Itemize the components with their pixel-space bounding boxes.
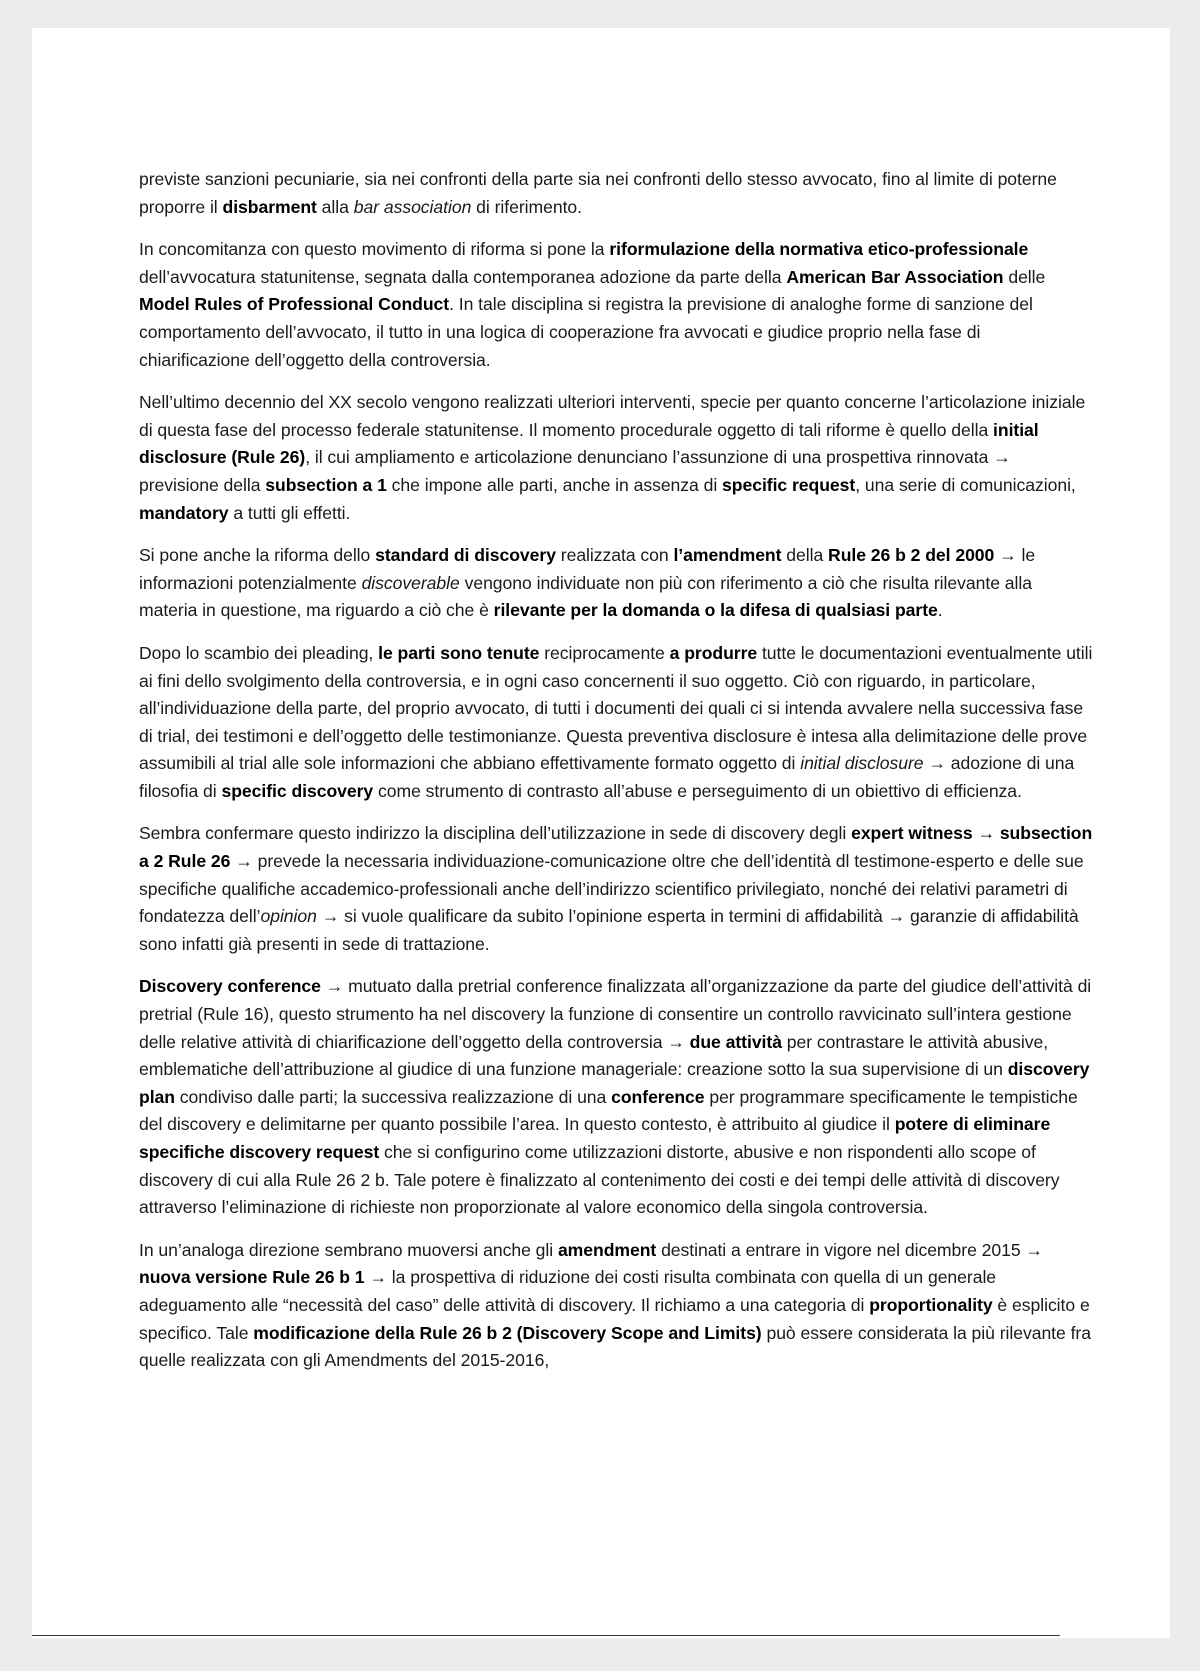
italic-run: opinion xyxy=(260,906,317,927)
text-run: → adozione di una filosofia di xyxy=(139,753,1075,801)
paragraph xyxy=(139,166,1094,221)
paragraph xyxy=(139,1237,1094,1375)
bold-run: proportionality xyxy=(869,1294,993,1315)
text-run: Sembra confermare questo indirizzo la disciplina dell’utilizzazione in sede di discovery degli xyxy=(139,823,852,844)
paragraph xyxy=(139,640,1094,806)
bold-run: modificazione della Rule 26 b 2 (Discovery Scope and Limits) xyxy=(253,1322,762,1343)
text-run: , una serie di comunicazioni, xyxy=(855,474,1076,495)
paragraph xyxy=(139,973,1094,1221)
text-run: che impone alle parti, anche in assenza di xyxy=(386,474,723,495)
bold-run: subsection a 1 xyxy=(265,474,387,495)
bold-run: specific request xyxy=(722,474,856,495)
document-page xyxy=(32,28,1170,1638)
text-run: della xyxy=(781,545,829,566)
text-run: per contrastare le attività abusive, emblematiche dell’attribuzione al giudice di una funzione manageriale: creazione sotto la sua supervisione di un xyxy=(139,1031,1049,1080)
page-body xyxy=(139,166,1094,1390)
text-run: alla xyxy=(316,196,354,217)
text-run: delle xyxy=(1003,266,1046,287)
bold-run: standard di discovery xyxy=(375,545,556,566)
text-run: vengono individuate non più con riferimento a ciò che risulta rilevante alla materia in questione, ma riguardo a ciò che è xyxy=(139,572,1032,621)
paragraph xyxy=(139,542,1094,625)
bold-run: Model Rules of Professional Conduct xyxy=(139,294,450,315)
text-run: per programmare specificamente le tempistiche del discovery e delimitarne per quanto possibile l’area. In questo contesto, è attribuito al giudice il xyxy=(139,1086,1078,1135)
text-run: può essere considerata la più rilevante fra quelle realizzata con gli Amendments del 2015-2016, xyxy=(139,1322,1091,1371)
text-run: In concomitanza con questo movimento di riforma si pone la xyxy=(139,239,610,260)
bold-run: initial disclosure (Rule 26) xyxy=(139,419,1039,468)
bold-run: riformulazione della normativa etico-professionale xyxy=(609,239,1029,260)
text-run: → mutuato dalla pretrial conference finalizzata all’organizzazione da parte del giudice dell’attività di pretrial (Rule 16), questo strumento ha nel discovery la funzione di consentire un controllo ravvicinato sull’intera gestione delle relative attività di chiarificazione dell’oggetto della controversia → xyxy=(139,976,1092,1052)
italic-run: initial disclosure xyxy=(800,753,924,774)
text-run: → si vuole qualificare da subito l’opinione esperta in termini di affidabilità → garanzie di affidabilità sono infatti già presenti in sede di trattazione. xyxy=(139,906,1079,954)
bold-run: discovery plan xyxy=(139,1059,1090,1107)
footer-rule xyxy=(32,1635,1060,1636)
bold-run: l’amendment xyxy=(673,545,782,566)
bold-run: rilevante per la domanda o la difesa di qualsiasi parte xyxy=(493,600,938,621)
bold-run: American Bar Association xyxy=(786,266,1004,287)
text-run: , il cui ampliamento e articolazione denunciano l’assunzione di una prospettiva rinnovata → previsione della xyxy=(139,447,1011,495)
bold-run: amendment xyxy=(557,1239,657,1260)
text-run: è esplicito e specifico. Tale xyxy=(139,1294,1090,1343)
text-run: a tutti gli effetti. xyxy=(228,502,351,523)
bold-run: expert witness → subsection a 2 Rule 26 xyxy=(139,823,1093,872)
bold-run: disbarment xyxy=(222,196,317,217)
italic-run: discoverable xyxy=(361,572,460,593)
bold-run: mandatory xyxy=(139,502,229,523)
text-run: di riferimento. xyxy=(471,196,582,217)
bold-run: Rule 26 b 2 del 2000 xyxy=(828,545,995,566)
text-run: . xyxy=(937,600,943,621)
text-run: → le informazioni potenzialmente xyxy=(139,545,1036,593)
text-run: dell’avvocatura statunitense, segnata dalla contemporanea adozione da parte della xyxy=(139,266,787,287)
bold-run: due attività xyxy=(689,1031,782,1052)
bold-run: potere di eliminare specifiche discovery request xyxy=(139,1114,1051,1162)
text-run: destinati a entrare in vigore nel dicembre 2015 → xyxy=(656,1239,1043,1260)
italic-run: bar association xyxy=(353,196,472,217)
text-run: realizzata con xyxy=(555,545,674,566)
text-run: . In tale disciplina si registra la previsione di analoghe forme di sanzione del comportamento dell’avvocato, il tutto in una logica di cooperazione fra avvocati e giudice proprio nella fase di chiarificazione dell’oggetto della controversia. xyxy=(139,294,1033,370)
text-run: Dopo lo scambio dei pleading, xyxy=(139,642,379,663)
bold-run: specific discovery xyxy=(221,780,374,801)
text-run: condiviso dalle parti; la successiva realizzazione di una xyxy=(174,1086,612,1107)
text-run: → la prospettiva di riduzione dei costi risulta combinata con quella di un generale adeguamento alle “necessità del caso” delle attività di discovery. Il richiamo a una categoria di xyxy=(139,1267,997,1315)
bold-run: conference xyxy=(611,1086,705,1107)
text-run: come strumento di contrasto all’abuse e perseguimento di un obiettivo di efficienza. xyxy=(373,780,1022,801)
text-run: reciprocamente xyxy=(539,642,670,663)
text-run: Si pone anche la riforma dello xyxy=(139,545,376,566)
paragraph xyxy=(139,236,1094,374)
text-run: previste sanzioni pecuniarie, sia nei confronti della parte sia nei confronti dello stesso avvocato, fino al limite di poterne proporre il xyxy=(139,169,1057,217)
bold-run: a produrre xyxy=(669,642,758,663)
text-run: tutte le documentazioni eventualmente utili ai fini dello svolgimento della controversia, e in ogni caso concernenti il suo oggetto. Ciò con riguardo, in particolare, all’individuazione della parte, del proprio avvocato, di tutti i documenti dei quali ci si intenda avvalere nella successiva fase di trial, dei testimoni e dell’oggetto delle testimonianze. Questa preventiva disclosure è intesa alla delimitazione delle prove assumibili al trial alle sole informazioni che abbiano effettivamente formato oggetto di xyxy=(139,642,1093,774)
bold-run: nuova versione Rule 26 b 1 xyxy=(139,1267,365,1288)
text-run: che si configurino come utilizzazioni distorte, abusive e non rispondenti allo scope of discovery di cui alla Rule 26 2 b. Tale potere è finalizzato al contenimento dei costi e dei tempi delle attività di discovery attraverso l’eliminazione di richieste non proporzionate al valore economico della singola controversia. xyxy=(139,1142,1060,1218)
bold-run: le parti sono tenute xyxy=(378,642,540,663)
text-run: → prevede la necessaria individuazione-comunicazione oltre che dell’identità dl testimone-esperto e delle sue specifiche qualifiche accademico-professionali anche dell’indirizzo scientifico privilegiato, nonché dei relativi parametri di fondatezza dell’ xyxy=(139,851,1084,927)
text-run: In un’analoga direzione sembrano muoversi anche gli xyxy=(139,1239,558,1260)
bold-run: Discovery conference xyxy=(139,976,321,997)
paragraph xyxy=(139,820,1094,958)
text-run: Nell’ultimo decennio del XX secolo vengono realizzati ulteriori interventi, specie per quanto concerne l’articolazione iniziale di questa fase del processo federale statunitense. Il momento procedurale oggetto di tali riforme è quello della xyxy=(139,392,1086,440)
paragraph xyxy=(139,389,1094,527)
